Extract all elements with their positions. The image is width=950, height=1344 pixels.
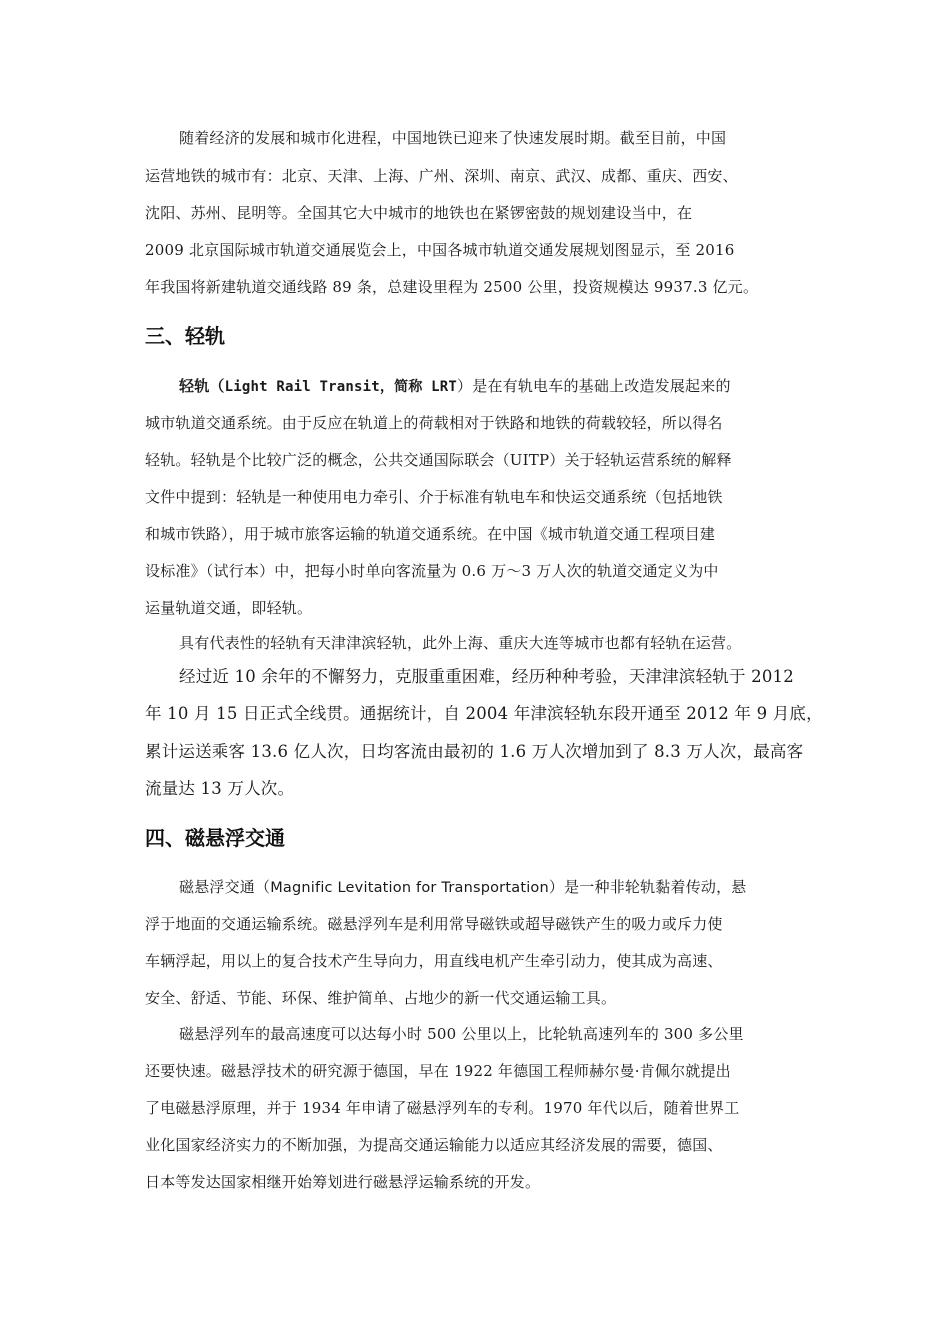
maglev-paragraph-line: 安全、舒适、节能、环保、维护简单、占地少的新一代交通运输工具。 (145, 989, 617, 1007)
maglev-speed-paragraph-line: 磁悬浮列车的最高速度可以达每小时 500 公里以上，比轮轨高速列车的 300 多公里 (179, 1025, 744, 1043)
tianjin-paragraph-line: 流量达 13 万人次。 (145, 779, 295, 798)
light-rail-english-term: Light Rail Transit，简称 LRT (224, 379, 458, 395)
light-rail-representative-paragraph: 具有代表性的轻轨有天津津滨轻轨，此外上海、重庆大连等城市也都有轻轨在运营。 (179, 634, 742, 652)
light-rail-first-line-rest: ）是在有轨电车的基础上改造发展起来的 (457, 377, 731, 395)
maglev-english-term: Magnific Levitation for Transportation (270, 880, 549, 896)
maglev-speed-paragraph-line: 业化国家经济实力的不断加强，为提高交通运输能力以适应其经济发展的需要，德国、 (145, 1136, 723, 1154)
metro-paragraph-line: 年我国将新建轨道交通线路 89 条，总建设里程为 2500 公里，投资规模达 9937.3 亿元。 (145, 278, 759, 296)
light-rail-paragraph-line: 运量轨道交通，即轻轨。 (145, 599, 313, 617)
metro-paragraph-line: 沈阳、苏州、昆明等。全国其它大中城市的地铁也在紧锣密鼓的规划建设当中，在 (145, 204, 693, 222)
tianjin-paragraph-line: 累计运送乘客 13.6 亿人次，日均客流由最初的 1.6 万人次增加到了 8.3 万人次，最高客 (145, 742, 804, 761)
maglev-paragraph-first-line (179, 877, 747, 898)
maglev-speed-paragraph-line: 还要快速。磁悬浮技术的研究源于德国，早在 1922 年德国工程师赫尔曼·肯佩尔就提出 (145, 1062, 731, 1080)
maglev-term: 磁悬浮交通（ (179, 878, 271, 896)
light-rail-paragraph-line: 轻轨。轻轨是个比较广泛的概念，公共交通国际联会（UITP）关于轻轨运营系统的解释 (145, 451, 732, 469)
light-rail-paragraph-first-line (179, 376, 731, 397)
maglev-paragraph-line: 浮于地面的交通运输系统。磁悬浮列车是利用常导磁铁或超导磁铁产生的吸力或斥力使 (145, 915, 723, 933)
maglev-speed-paragraph-line: 日本等发达国家相继开始筹划进行磁悬浮运输系统的开发。 (145, 1173, 541, 1191)
maglev-first-line-rest: ）是一种非轮轨黏着传动，悬 (548, 878, 747, 896)
section-heading-light-rail: 三、轻轨 (145, 324, 225, 348)
metro-paragraph-line: 随着经济的发展和城市化进程，中国地铁已迎来了快速发展时期。截至目前，中国 (179, 129, 727, 147)
maglev-speed-paragraph-line: 了电磁悬浮原理，并于 1934 年申请了磁悬浮列车的专利。1970 年代以后，随着世界工 (145, 1099, 740, 1117)
tianjin-paragraph-line: 年 10 月 15 日正式全线贯。通据统计，自 2004 年津滨轻轨东段开通至 2012 年 9 月底， (145, 704, 823, 723)
light-rail-paragraph-line: 设标准》（试行本）中，把每小时单向客流量为 0.6 万～3 万人次的轨道交通定义为中 (145, 562, 719, 580)
metro-paragraph-line: 2009 北京国际城市轨道交通展览会上，中国各城市轨道交通发展规划图显示，至 2016 (145, 241, 735, 259)
section-heading-maglev: 四、磁悬浮交通 (145, 826, 285, 850)
light-rail-paragraph-line: 文件中提到：轻轨是一种使用电力牵引、介于标准有轨电车和快运交通系统（包括地铁 (145, 488, 723, 506)
tianjin-paragraph-line: 经过近 10 余年的不懈努力，克服重重困难，经历种种考验，天津津滨轻轨于 2012 (179, 667, 794, 686)
light-rail-paragraph-line: 和城市铁路），用于城市旅客运输的轨道交通系统。在中国《城市轨道交通工程项目建 (145, 525, 716, 543)
light-rail-paragraph-line: 城市轨道交通系统。由于反应在轨道上的荷载相对于铁路和地铁的荷载较轻，所以得名 (145, 414, 723, 432)
light-rail-term: 轻轨（ (179, 377, 225, 395)
metro-paragraph-line: 运营地铁的城市有：北京、天津、上海、广州、深圳、南京、武汉、成都、重庆、西安、 (145, 167, 738, 185)
maglev-paragraph-line: 车辆浮起，用以上的复合技术产生导向力，用直线电机产生牵引动力，使其成为高速、 (145, 952, 723, 970)
